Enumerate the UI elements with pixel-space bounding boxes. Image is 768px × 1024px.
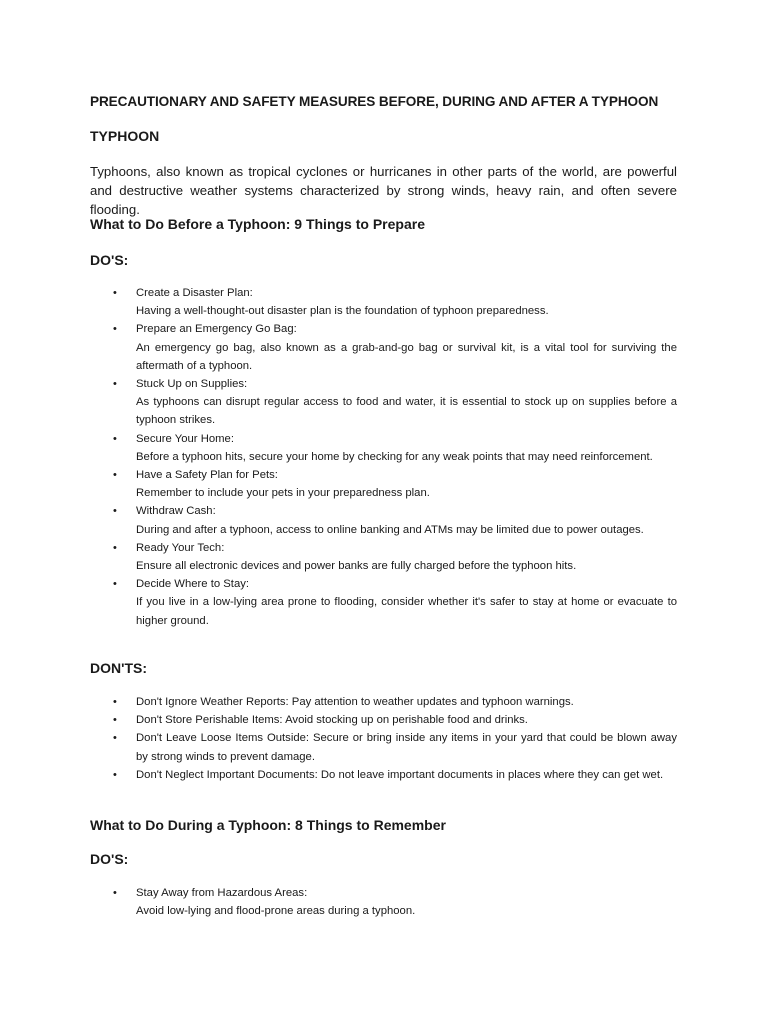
list-item	[90, 711, 677, 729]
list-item	[90, 575, 677, 630]
list-item-description: Avoid low-lying and flood-prone areas during a typhoon.	[136, 905, 416, 918]
list-item-text: Don't Ignore Weather Reports: Pay attention to weather updates and typhoon warnings.	[136, 696, 574, 708]
list-item-title: Create a Disaster Plan:	[136, 287, 253, 299]
list-item-title: Decide Where to Stay:	[136, 578, 250, 591]
list-item-description: An emergency go bag, also known as a grab-and-go bag or survival kit, is a vital tool for surviving the aftermath of a typhoon.	[136, 341, 677, 372]
intro-paragraph: Typhoons, also known as tropical cyclones or hurricanes in other parts of the world, are powerful and destructive weather systems characterized by strong winds, heavy rain, and often severe flooding.	[90, 164, 677, 217]
during-dos-heading: DO'S:	[90, 851, 129, 867]
during-dos-list	[90, 884, 677, 920]
list-item-text: Don't Leave Loose Items Outside: Secure or bring inside any items in your yard that could be blown away by strong winds to prevent damage.	[136, 732, 677, 763]
list-item-description: During and after a typhoon, access to online banking and ATMs may be limited due to power outages.	[136, 523, 644, 536]
list-item-description: Remember to include your pets in your preparedness plan.	[136, 487, 430, 500]
before-donts-heading: DON'TS:	[90, 660, 147, 676]
list-item	[90, 884, 677, 920]
list-item-title: Withdraw Cash:	[136, 505, 216, 518]
list-item	[90, 284, 677, 320]
list-item	[90, 766, 677, 784]
bullet-icon: •	[113, 378, 117, 391]
before-donts-list	[90, 693, 677, 784]
bullet-icon: •	[113, 541, 117, 554]
list-item	[90, 375, 677, 430]
list-item-title: Have a Safety Plan for Pets:	[136, 469, 278, 482]
bullet-icon: •	[113, 768, 117, 781]
bullet-icon: •	[113, 714, 117, 727]
list-item-description: Ensure all electronic devices and power banks are fully charged before the typhoon hits.	[136, 560, 577, 573]
bullet-icon: •	[113, 578, 117, 591]
list-item	[90, 502, 677, 538]
before-dos-heading: DO'S:	[90, 252, 129, 268]
list-item-text: Don't Neglect Important Documents: Do not leave important documents in places where they can get wet.	[136, 768, 664, 781]
bullet-icon: •	[113, 505, 117, 518]
list-item	[90, 693, 677, 711]
list-item	[90, 430, 677, 466]
list-item-description: Before a typhoon hits, secure your home by checking for any weak points that may need reinforcement.	[136, 450, 653, 463]
bullet-icon: •	[113, 323, 117, 336]
before-dos-list	[90, 284, 677, 630]
document-title: PRECAUTIONARY AND SAFETY MEASURES BEFORE, DURING AND AFTER A TYPHOON	[90, 94, 659, 109]
list-item	[90, 466, 677, 502]
bullet-icon: •	[113, 887, 117, 899]
list-item	[90, 729, 677, 765]
bullet-icon: •	[113, 732, 117, 745]
during-section-heading: What to Do During a Typhoon: 8 Things to Remember	[90, 817, 446, 833]
bullet-icon: •	[113, 469, 117, 482]
list-item-description: Having a well-thought-out disaster plan is the foundation of typhoon preparedness.	[136, 305, 549, 318]
bullet-icon: •	[113, 432, 117, 445]
list-item-text: Don't Store Perishable Items: Avoid stocking up on perishable food and drinks.	[136, 714, 528, 727]
list-item-title: Stay Away from Hazardous Areas:	[136, 887, 308, 899]
list-item-description: As typhoons can disrupt regular access to food and water, it is essential to stock up on supplies before a typhoon strikes.	[136, 396, 677, 427]
typhoon-heading: TYPHOON	[90, 128, 160, 144]
list-item	[90, 539, 677, 575]
list-item-title: Stuck Up on Supplies:	[136, 378, 248, 391]
before-section-heading: What to Do Before a Typhoon: 9 Things to Prepare	[90, 216, 425, 232]
list-item-title: Prepare an Emergency Go Bag:	[136, 323, 297, 336]
list-item-title: Secure Your Home:	[136, 432, 234, 445]
list-item-title: Ready Your Tech:	[136, 541, 225, 554]
bullet-icon: •	[113, 696, 117, 708]
list-item	[90, 320, 677, 375]
list-item-description: If you live in a low-lying area prone to flooding, consider whether it's safer to stay at home or evacuate to higher ground.	[136, 596, 677, 627]
bullet-icon: •	[113, 287, 117, 299]
